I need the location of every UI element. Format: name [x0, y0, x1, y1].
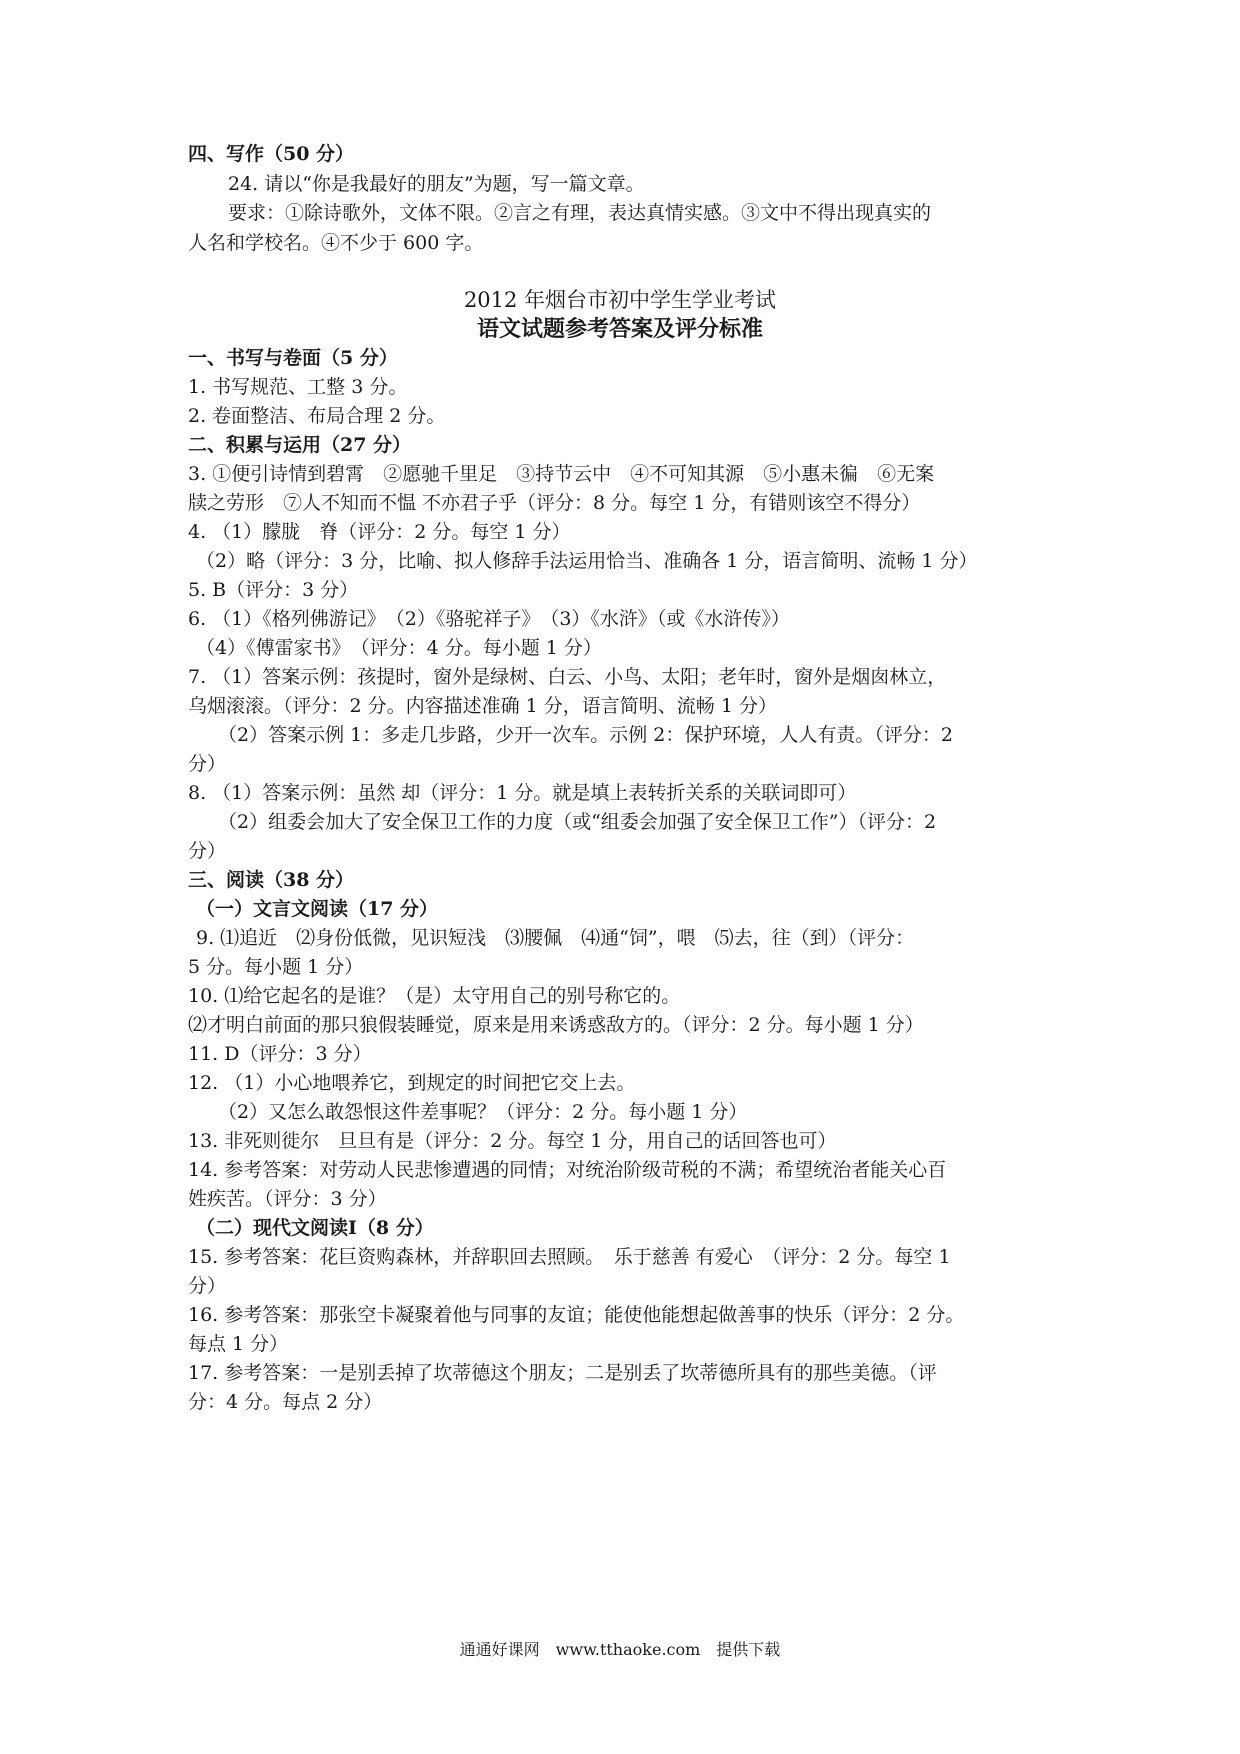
answer-line: 17. 参考答案：一是别丢掉了坎蒂德这个朋友；二是别丢了坎蒂德所具有的那些美德。（评 — [188, 1362, 937, 1384]
answer-line: 16. 参考答案：那张空卡凝聚着他与同事的友谊；能使他能想起做善事的快乐（评分：2 分。 — [188, 1304, 965, 1326]
answer-line: （2）答案示例 1：多走几步路，少开一次车。示例 2：保护环境，人人有责。（评分：2 — [218, 724, 953, 746]
answer-line: 11. D（评分：3 分） — [188, 1043, 372, 1065]
answer-line: 2. 卷面整洁、布局合理 2 分。 — [188, 405, 446, 427]
subsection-heading: （二）现代文阅读Ⅰ（8 分） — [196, 1217, 434, 1239]
section-heading: 一、书写与卷面（5 分） — [188, 347, 398, 369]
answer-line: 7. （1）答案示例：孩提时，窗外是绿树、白云、小鸟、太阳；老年时，窗外是烟囱林立， — [188, 666, 947, 688]
answer-line: 5 分。每小题 1 分） — [188, 956, 364, 978]
answer-line: 8. （1）答案示例：虽然 却（评分：1 分。就是填上表转折关系的关联词即可） — [188, 782, 857, 804]
section-heading: 三、阅读（38 分） — [188, 869, 355, 891]
answer-key-subtitle: 语文试题参考答案及评分标准 — [476, 316, 763, 342]
answer-line: 分） — [188, 753, 227, 775]
answer-line: 姓疾苦。（评分：3 分） — [188, 1188, 387, 1210]
section-heading: 二、积累与运用（27 分） — [188, 434, 412, 456]
answer-line: 3. ①便引诗情到碧霄 ②愿驰千里足 ③持节云中 ④不可知其源 ⑤小惠未徧 ⑥无案 — [188, 463, 935, 485]
answer-line: 10. ⑴给它起名的是谁？（是）太守用自己的别号称它的。 — [188, 985, 681, 1007]
answer-line: 14. 参考答案：对劳动人民悲惨遭遇的同情；对统治阶级苛税的不满；希望统治者能关心百 — [188, 1159, 947, 1181]
requirements-line-1: 要求：①除诗歌外，文体不限。②言之有理，表达真情实感。③文中不得出现真实的 — [228, 202, 932, 224]
answer-line: 牍之劳形 ⑦人不知而不愠 不亦君子乎（评分：8 分。每空 1 分，有错则该空不得分） — [188, 492, 921, 514]
answer-line: 5. B（评分：3 分） — [188, 579, 359, 601]
answer-line: （2）又怎么敢怨恨这件差事呢？（评分：2 分。每小题 1 分） — [218, 1101, 748, 1123]
question-24: 24. 请以“你是我最好的朋友”为题，写一篇文章。 — [228, 173, 645, 195]
answer-line: 15. 参考答案：花巨资购森林，并辞职回去照顾。 乐于慈善 有爱心 （评分：2 分。每空 1 — [188, 1246, 951, 1268]
answer-line: 13. 非死则徙尔 旦旦有是（评分：2 分。每空 1 分，用自己的话回答也可） — [188, 1130, 837, 1152]
answer-line: 9. ⑴追近 ⑵身份低微，见识短浅 ⑶腰佩 ⑷通“饲”，喂 ⑸去，往（到）（评分： — [196, 927, 915, 949]
answer-line: 1. 书写规范、工整 3 分。 — [188, 376, 408, 398]
answer-line: 每点 1 分） — [188, 1333, 289, 1355]
answer-line: （4）《傅雷家书》 （评分：4 分。每小题 1 分） — [196, 637, 602, 659]
requirements-line-2: 人名和学校名。④不少于 600 字。 — [188, 232, 484, 254]
writing-heading: 四、写作（50 分） — [188, 143, 355, 165]
answer-line: 6. （1）《格列佛游记》 （2）《骆驼祥子》 （3）《水浒》（或《水浒传》） — [188, 608, 790, 630]
answer-line: （2）略（评分：3 分，比喻、拟人修辞手法运用恰当、准确各 1 分，语言简明、流畅 1 分） — [196, 550, 978, 572]
answer-line: 分：4 分。每点 2 分） — [188, 1391, 383, 1413]
page-footer: 通通好课网 www.tthaoke.com 提供下载 — [459, 1640, 781, 1659]
answer-line: 乌烟滚滚。（评分：2 分。内容描述准确 1 分，语言简明、流畅 1 分） — [188, 695, 777, 717]
answer-line: 12. （1）小心地喂养它，到规定的时间把它交上去。 — [188, 1072, 636, 1094]
answer-line: 4. （1）朦胧 脊（评分：2 分。每空 1 分） — [188, 521, 571, 543]
answer-line: ⑵才明白前面的那只狼假装睡觉，原来是用来诱惑敌方的。（评分：2 分。每小题 1 分） — [188, 1014, 924, 1036]
subsection-heading: （一）文言文阅读（17 分） — [196, 898, 439, 920]
answer-line: 分） — [188, 1275, 227, 1297]
answer-line: 分） — [188, 840, 227, 862]
answer-line: （2）组委会加大了安全保卫工作的力度（或“组委会加强了安全保卫工作”）（评分：2 — [218, 811, 937, 833]
answer-key-title: 2012 年烟台市初中学生学业考试 — [463, 288, 777, 312]
